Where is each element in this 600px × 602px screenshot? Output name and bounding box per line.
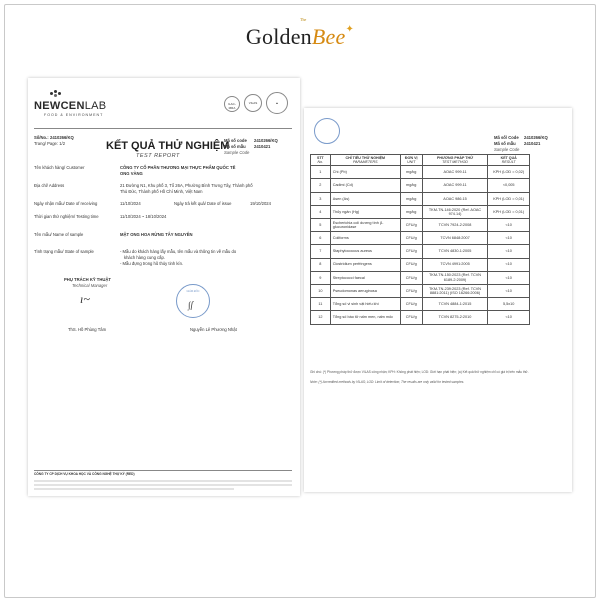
row-result: <10 (488, 232, 530, 245)
row-unit: mg/kg (400, 205, 422, 218)
sample-no-label: Mã số mẫu (224, 144, 246, 149)
row-unit: CFU/g (400, 271, 422, 284)
table-row (311, 219, 530, 232)
row-method: TCVN 4991:2005 (422, 258, 488, 271)
director-name: Nguyễn Lê Phương Nhật (190, 327, 237, 332)
row-result: KPH (LOD = 0,01) (488, 205, 530, 218)
row-result: <10 (488, 219, 530, 232)
row-unit: CFU/g (400, 219, 422, 232)
row-unit: CFU/g (400, 232, 422, 245)
row-result: <10 (488, 258, 530, 271)
lab-name: NEWCENLAB (34, 100, 107, 112)
state-line-2: khách hàng cung cấp. (124, 255, 165, 260)
row-unit: mg/kg (400, 166, 422, 179)
lab-subtitle: FOOD & ENVIRONMENT (44, 113, 104, 117)
row-parameter: Clostridium perfringens (330, 258, 400, 271)
receive-date: 11/10/2024 (120, 201, 141, 206)
row-result: <10 (488, 245, 530, 258)
row-number: 6 (311, 232, 331, 245)
row-number: 4 (311, 205, 331, 218)
row-unit: CFU/g (400, 245, 422, 258)
customer-line-1: CÔNG TY CỔ PHẦN THƯƠNG MẠI THỰC PHẨM QUỐC TẾ (120, 165, 236, 170)
table-row (311, 166, 530, 179)
row-method: TCVN 7924-2:2008 (422, 219, 488, 232)
report-subtitle: TEST REPORT (136, 153, 180, 159)
manager-signature: ı~ (80, 292, 90, 306)
testing-label: Thời gian thử nghiệm/ Testing time (34, 214, 99, 219)
row-result: <0,005 (488, 179, 530, 192)
row-parameter: Coliforms (330, 232, 400, 245)
customer-line-2: ONG VÀNG (120, 171, 143, 176)
page2-stamp (314, 118, 340, 144)
ref-no-label: Số/No.: (34, 135, 49, 140)
results-note: Ghi chú: (*) Phương pháp thử được VILAS công nhận; KPH: Không phát hiện; LOD: Giới hạn phát hiện; (a) Kết quả thử nghiệm chỉ có giá trị trên mẫu thử. (310, 370, 529, 374)
ref-no: 2410266/KQ (50, 135, 74, 140)
row-method: TCVN 4830-1:2005 (422, 245, 488, 258)
sample-no-2: 2410421 (524, 141, 541, 146)
header-parameters: CHỈ TIÊU THỬ NGHIỆM PARAMETERS (330, 155, 400, 166)
manager-title: PHỤ TRÁCH KỸ THUẬT (64, 277, 111, 282)
report-page-1 (28, 78, 300, 496)
issue-date: 19/10/2024 (250, 201, 271, 206)
row-result: 5,5x10 (488, 298, 530, 311)
table-row (311, 192, 530, 205)
row-unit: CFU/g (400, 284, 422, 297)
row-number: 7 (311, 245, 331, 258)
row-number: 12 (311, 311, 331, 324)
manager-title-en: Technical Manager (72, 283, 108, 288)
row-parameter: Pseudomonas aeruginosa (330, 284, 400, 297)
brand-part1: Golden (245, 24, 312, 49)
header-no: STT No. (311, 155, 331, 166)
row-number: 8 (311, 258, 331, 271)
row-parameter: Tổng số vi sinh vật hiếu khí (330, 298, 400, 311)
manager-name: ThS. Hồ Phùng Tâm (68, 327, 107, 332)
row-number: 9 (311, 271, 331, 284)
brand-star-icon: ✦ (345, 24, 355, 35)
lab-logo-dots-icon (50, 90, 64, 98)
address-line-1: 21 Đường N1, Khu phố 3, Tổ 26A, Phường Bình Trưng Tây, Thành phố (120, 183, 253, 188)
row-parameter: Chì (Pb) (330, 166, 400, 179)
row-number: 11 (311, 298, 331, 311)
director-signature: ∫ſ (188, 300, 193, 310)
row-unit: CFU/g (400, 311, 422, 324)
row-parameter: Streptococci faecal (330, 271, 400, 284)
sample-en-2: Sample Code (494, 147, 520, 152)
brand-logo (0, 17, 600, 50)
table-row (311, 284, 530, 297)
row-method: TCVN 6848:2007 (422, 232, 488, 245)
row-result: <10 (488, 311, 530, 324)
code-label: Mã số/ Code (494, 135, 519, 140)
table-row (311, 298, 530, 311)
row-number: 3 (311, 192, 331, 205)
accreditation-seal-icon: ▲ (266, 92, 288, 114)
state-label: Tình trạng mẫu/ State of sample (34, 249, 94, 254)
row-number: 1 (311, 166, 331, 179)
report-page-2 (304, 108, 572, 492)
sample-no-label-2: Mã số mẫu (494, 141, 516, 146)
row-number: 10 (311, 284, 331, 297)
results-note-en: Note: (*) Accredited methods by VILAS; LOD: Limit of detection; The results are only valid for tested samples. (310, 380, 465, 384)
table-row (311, 245, 530, 258)
receive-label: Ngày nhận mẫu/ Date of receiving (34, 201, 98, 206)
sample-name-label: Tên mẫu/ Name of sample (34, 232, 84, 237)
row-unit: mg/kg (400, 179, 422, 192)
sample-code-en: Sample Code (224, 150, 250, 155)
brand-part2: Bee (311, 24, 346, 49)
footer-divider (34, 470, 292, 471)
row-parameter: Thủy ngân (Hg) (330, 205, 400, 218)
row-result: <10 (488, 271, 530, 284)
brand-prefix: The (300, 17, 307, 22)
testing-time: 11/10/2024 ~ 18/10/2024 (120, 214, 167, 219)
issue-label: Ngày trả kết quả/ Date of issue (174, 201, 232, 206)
row-method: TKM-TN-239:2023 (Ref. TCVN 8881:2011) (ISO 16266:2006) (422, 284, 488, 297)
row-unit: CFU/g (400, 258, 422, 271)
company-stamp: GIÁM ĐỐC (176, 284, 210, 318)
row-parameter: Escherichia coli dương tính β-glucuronidase (330, 219, 400, 232)
vilas-badge-icon: VILAS (244, 94, 262, 112)
results-table (310, 154, 530, 325)
table-row (311, 179, 530, 192)
row-method: AOAC 986.15 (422, 192, 488, 205)
row-method: TCVN 8275-2:2010 (422, 311, 488, 324)
report-title: KẾT QUẢ THỬ NGHIỆM (106, 140, 230, 152)
header-divider (34, 128, 292, 129)
row-method: TKM-TN-146:2020 (Ref. AOAC 974.14) (422, 205, 488, 218)
page-number: Trang/ Page: 1/2 (34, 141, 66, 146)
row-result: KPH (LOD = 0,02) (488, 166, 530, 179)
sample-code: 2410266/KQ (254, 138, 278, 143)
row-parameter: Asen (As) (330, 192, 400, 205)
state-line-3: - Mẫu đựng trong hũ thủy tinh kín. (120, 261, 184, 266)
address-label: Địa chỉ/ Address (34, 183, 65, 188)
row-parameter: Staphylococcus aureus (330, 245, 400, 258)
row-unit: CFU/g (400, 298, 422, 311)
footer-address-lines (34, 480, 292, 482)
table-row (311, 271, 530, 284)
sample-name: MẬT ONG HOA RỪNG TÂY NGUYÊN (120, 232, 193, 237)
row-number: 2 (311, 179, 331, 192)
header-result: KẾT QUẢ RESULT (488, 155, 530, 166)
row-parameter: Cadimi (Cd) (330, 179, 400, 192)
row-method: AOAC 999.11 (422, 179, 488, 192)
table-row (311, 258, 530, 271)
sample-no: 2410421 (254, 144, 271, 149)
address-line-2: Thủ Đức, Thành phố Hồ Chí Minh, Việt Nam (120, 189, 203, 194)
row-parameter: Tổng số bào tử nấm men, nấm mốc (330, 311, 400, 324)
results-header-row (311, 155, 530, 166)
customer-label: Tên khách hàng/ Customer (34, 165, 85, 170)
row-method: AOAC 999.11 (422, 166, 488, 179)
code: 2410266/KQ (524, 135, 548, 140)
row-result: KPH (LOD = 0,01) (488, 192, 530, 205)
row-method: TKM-TN-150:2023 (Ref. TCVN 6189-2:2009) (422, 271, 488, 284)
state-line-1: - Mẫu do khách hàng lấy mẫu, tên mẫu và thông tin về mẫu do (120, 249, 237, 254)
footer-address-lines-2 (34, 484, 292, 486)
sample-code-label: Mã số code (224, 138, 247, 143)
table-row (311, 311, 530, 324)
row-result: <10 (488, 284, 530, 297)
footer-address-lines-3 (34, 488, 234, 490)
row-method: TCVN 4884-1:2015 (422, 298, 488, 311)
table-row (311, 205, 530, 218)
row-unit: mg/kg (400, 192, 422, 205)
table-row (311, 232, 530, 245)
header-unit: ĐƠN VỊ UNIT (400, 155, 422, 166)
row-number: 5 (311, 219, 331, 232)
ilac-badge-icon: ILAC-MRA (224, 96, 240, 112)
footer-company: CÔNG TY CP DỊCH VỤ KHOA HỌC VÀ CÔNG NGHỆ THỰ KÝ (RED) (34, 472, 135, 476)
header-method: PHƯƠNG PHÁP THỬ TEST METHOD (422, 155, 488, 166)
